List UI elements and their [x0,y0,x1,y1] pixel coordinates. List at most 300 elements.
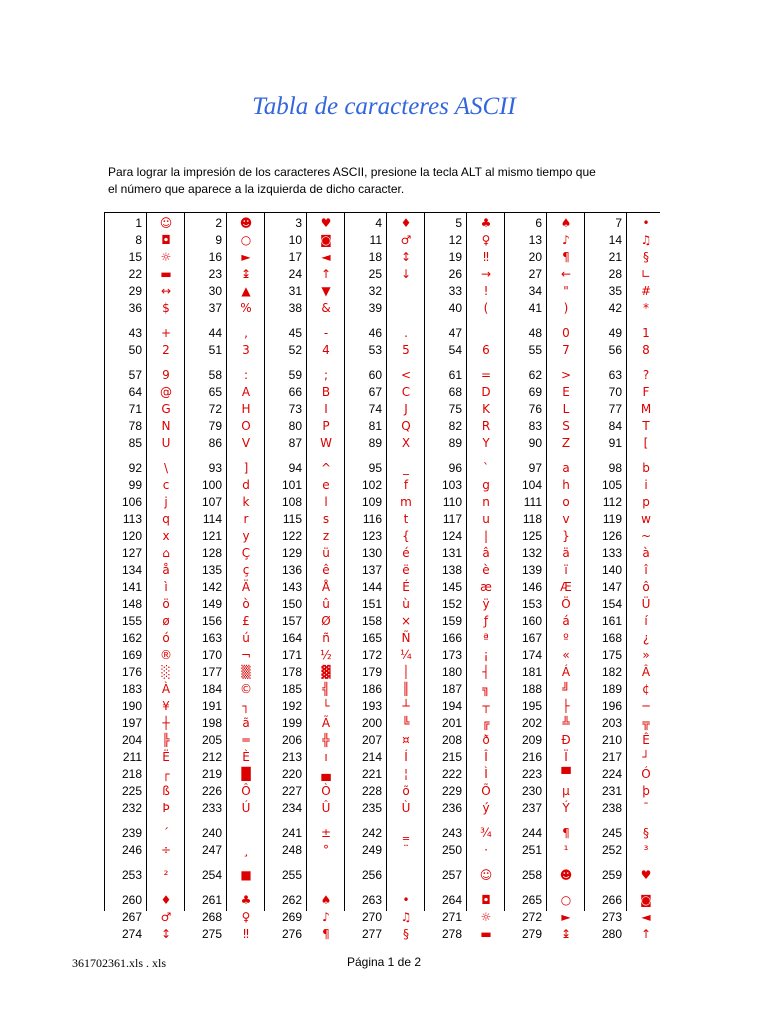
alt-code: 258 [521,868,542,882]
ascii-glyph: ê [322,563,330,577]
ascii-glyph: c [162,478,170,492]
ascii-table [104,212,660,941]
alt-code: 116 [362,512,382,526]
ascii-glyph: █ [241,767,251,781]
ascii-glyph: × [400,614,412,628]
alt-code: 19 [448,250,462,264]
ascii-glyph: Ú [241,801,251,815]
alt-code: 57 [128,368,142,382]
ascii-glyph: ◘ [161,233,171,247]
alt-code: 248 [281,843,302,857]
ascii-glyph: ¥ [162,699,170,713]
ascii-glyph: è [482,563,490,577]
table-row [104,596,660,613]
ascii-glyph: ↨ [560,927,572,941]
alt-code: 141 [121,580,142,594]
ascii-glyph: > [560,368,572,382]
table-row [104,401,660,418]
table-row [104,926,660,943]
alt-code: 34 [528,284,542,298]
ascii-glyph: Â [641,665,651,679]
ascii-glyph: s [322,512,330,526]
alt-code: 45 [288,326,302,340]
alt-code: 235 [361,801,382,815]
alt-code: 69 [528,385,542,399]
ascii-glyph: v [562,512,570,526]
ascii-glyph: M [640,402,652,416]
ascii-glyph: ø [162,614,170,628]
alt-code: 51 [208,343,222,357]
alt-code: 113 [122,512,142,526]
ascii-glyph: " [563,284,569,298]
alt-code: 167 [521,631,542,645]
ascii-glyph: Ô [241,784,251,798]
table-row [104,418,660,435]
ascii-glyph: ) [563,301,569,315]
alt-code: 225 [121,784,142,798]
ascii-glyph: & [321,301,331,315]
ascii-glyph: ¾ [480,826,492,840]
ascii-glyph: ñ [322,631,330,645]
ascii-glyph: L [562,402,570,416]
alt-code: 210 [601,733,622,747]
alt-code: 255 [281,868,302,882]
alt-code: 212 [201,750,222,764]
alt-code: 129 [281,546,302,560]
alt-code: 168 [601,631,622,645]
alt-code: 247 [201,843,222,857]
ascii-glyph: X [401,436,411,450]
alt-code: 215 [441,750,462,764]
ascii-glyph: û [322,597,330,611]
alt-code: 209 [521,733,542,747]
alt-code: 98 [608,461,622,475]
ascii-glyph: ¬ [240,648,252,662]
ascii-glyph: ì [164,580,168,594]
intro-paragraph [108,164,648,198]
alt-code: 274 [121,927,142,941]
table-row [104,249,660,266]
ascii-glyph: ^ [320,461,332,475]
alt-code: 265 [521,893,542,907]
alt-code: 80 [288,419,302,433]
alt-code: 173 [441,648,462,662]
alt-code: 27 [528,267,542,281]
ascii-glyph: ÿ [482,597,490,611]
ascii-glyph: ╔ [482,716,490,730]
ascii-glyph: ○ [240,233,252,247]
ascii-glyph: ■ [240,868,252,882]
alt-code: 254 [201,868,222,882]
ascii-glyph: S [562,419,570,433]
ascii-glyph: ó [162,631,170,645]
ascii-glyph: ‗ [403,826,409,840]
alt-code: 77 [608,402,622,416]
alt-code: 50 [128,343,142,357]
table-row [104,494,660,511]
ascii-glyph: ◙ [640,893,652,907]
ascii-glyph: I [324,402,328,416]
ascii-glyph: È [242,750,250,764]
ascii-glyph: ¡ [483,648,489,662]
ascii-glyph: ♠ [560,216,572,230]
alt-code: 155 [121,614,142,628]
ascii-glyph: 6 [482,343,490,357]
ascii-glyph: ▬ [160,267,172,281]
alt-code: 4 [375,216,382,230]
ascii-glyph: ƒ [483,614,489,628]
alt-code: 234 [281,801,302,815]
alt-code: 145 [441,580,462,594]
alt-code: 191 [201,699,222,713]
footer-page-number: Página 1 de 2 [346,955,422,969]
alt-code: 64 [128,385,142,399]
ascii-glyph: ┼ [162,716,170,730]
ascii-glyph: ↨ [240,267,252,281]
ascii-glyph: K [482,402,490,416]
alt-code: 63 [608,368,622,382]
alt-code: 269 [281,910,302,924]
alt-code: 244 [521,826,542,840]
ascii-glyph: ¹ [563,843,569,857]
ascii-glyph: ▼ [321,284,331,298]
alt-code: 160 [521,614,542,628]
alt-code: 137 [361,563,382,577]
alt-code: 236 [441,801,462,815]
ascii-glyph: n [482,495,490,509]
alt-code: 3 [295,216,302,230]
alt-code: 109 [361,495,382,509]
alt-code: 7 [615,216,622,230]
ascii-glyph: e [322,478,330,492]
footer-filename: 361702361.xls . xls [72,956,167,970]
alt-code: 181 [521,665,542,679]
table-row [104,647,660,664]
ascii-glyph: ß [162,784,170,798]
ascii-glyph: q [162,512,170,526]
alt-code: 262 [281,893,302,907]
table-row [104,867,660,884]
ascii-glyph: ♠ [320,893,332,907]
alt-code: 171 [281,648,302,662]
alt-code: 103 [441,478,462,492]
alt-code: 230 [521,784,542,798]
alt-code: 135 [201,563,222,577]
alt-code: 44 [208,326,222,340]
alt-code: 264 [441,893,462,907]
alt-code: 12 [448,233,462,247]
ascii-glyph: ¢ [642,682,650,696]
ascii-glyph: ¶ [562,250,570,264]
ascii-glyph: a [562,461,570,475]
ascii-glyph: ☻ [239,216,253,230]
alt-code: 239 [121,826,142,840]
table-row [104,283,660,300]
ascii-glyph: ¿ [642,631,650,645]
alt-code: 184 [201,682,222,696]
alt-code: 24 [288,267,302,281]
ascii-glyph: J [404,402,408,416]
alt-code: 261 [201,893,222,907]
ascii-glyph: y [242,529,250,543]
ascii-glyph: Ê [642,733,650,747]
alt-code: 22 [128,267,142,281]
ascii-glyph: Í [404,750,408,764]
table-row [104,367,660,384]
ascii-glyph: ë [402,563,410,577]
alt-code: 163 [201,631,222,645]
ascii-glyph: ú [242,631,250,645]
alt-code: 114 [202,512,222,526]
ascii-glyph: l [324,495,328,509]
table-row [104,630,660,647]
ascii-glyph: « [562,648,570,662]
alt-code: 206 [281,733,302,747]
ascii-glyph: æ [480,580,492,594]
ascii-glyph: ◘ [481,893,491,907]
alt-code: 23 [208,267,222,281]
ascii-glyph: ¦ [403,767,409,781]
ascii-glyph: Õ [481,784,491,798]
alt-code: 46 [368,326,382,340]
alt-code: 153 [521,597,542,611]
ascii-glyph: º [563,631,569,645]
ascii-glyph: D [481,385,491,399]
ascii-glyph: Ý [562,801,570,815]
ascii-glyph: ▓ [321,665,331,679]
table-row [104,460,660,477]
alt-code: 190 [121,699,142,713]
alt-code: 249 [361,843,382,857]
ascii-glyph: Þ [162,801,170,815]
alt-code: 16 [208,250,222,264]
table-row [104,766,660,783]
alt-code: 256 [361,868,382,882]
alt-code: 79 [208,419,222,433]
ascii-glyph: Ç [241,546,251,560]
alt-code: 132 [521,546,542,560]
ascii-glyph: å [162,563,170,577]
ascii-glyph: ♪ [322,910,330,924]
alt-code: 11 [369,233,382,247]
alt-code: 72 [208,402,222,416]
ascii-glyph: ä [562,546,570,560]
alt-code: 204 [121,733,142,747]
ascii-glyph: p [642,495,650,509]
alt-code: 276 [281,927,302,941]
alt-code: 122 [281,529,302,543]
alt-code: 42 [608,301,622,315]
ascii-glyph: ╦ [642,716,650,730]
ascii-glyph: . [404,326,408,340]
alt-code: 195 [521,699,542,713]
alt-code: 142 [201,580,222,594]
ascii-glyph: - [323,326,329,340]
ascii-glyph: ┐ [242,699,250,713]
ascii-glyph: → [480,267,492,281]
ascii-glyph: ] [243,461,249,475]
ascii-glyph: < [400,368,412,382]
alt-code: 28 [608,267,622,281]
ascii-glyph: ù [402,597,410,611]
alt-code: 99 [128,478,142,492]
alt-code: 43 [128,326,142,340]
alt-code: 245 [601,826,622,840]
ascii-glyph: • [402,893,410,907]
table-row [104,749,660,766]
alt-code: 149 [201,597,222,611]
alt-code: 194 [441,699,462,713]
ascii-glyph: ï [564,563,568,577]
ascii-glyph: ♂ [400,233,412,247]
alt-code: 226 [201,784,222,798]
ascii-glyph: f [403,478,409,492]
alt-code: 175 [601,648,622,662]
ascii-glyph: • [642,216,650,230]
alt-code: 231 [601,784,622,798]
alt-code: 180 [441,665,462,679]
alt-code: 199 [281,716,302,730]
alt-code: 101 [281,478,302,492]
alt-code: 201 [441,716,462,730]
alt-code: 182 [601,665,622,679]
ascii-glyph: b [642,461,650,475]
ascii-glyph: k [242,495,250,509]
table-row [104,579,660,596]
ascii-glyph: ╩ [562,716,570,730]
ascii-glyph: ý [482,801,490,815]
ascii-glyph: 0 [562,326,570,340]
intro-line-1: Para lograr la impresión de los caracteres ASCII, presione la tecla ALT al mismo tiempo que [108,165,596,179]
alt-code: 203 [601,716,622,730]
alt-code: 148 [121,597,142,611]
ascii-glyph: Ã [321,716,331,730]
alt-code: 124 [441,529,462,543]
ascii-glyph: ♥ [320,216,332,230]
alt-code: 178 [281,665,302,679]
alt-code: 188 [521,682,542,696]
alt-code: 6 [535,216,542,230]
table-row [104,664,660,681]
alt-code: 208 [441,733,462,747]
ascii-glyph: ³ [643,843,649,857]
alt-code: 123 [361,529,382,543]
ascii-glyph: W [320,436,332,450]
alt-code: 82 [448,419,462,433]
ascii-glyph: ○ [560,893,572,907]
alt-code: 110 [442,495,462,509]
ascii-glyph: P [322,419,330,433]
ascii-glyph: ♥ [640,868,652,882]
ascii-glyph: t [403,512,409,526]
ascii-glyph: * [643,301,649,315]
ascii-glyph: µ [562,784,570,798]
alt-code: 227 [281,784,302,798]
alt-code: 278 [441,927,462,941]
ascii-glyph: ◄ [321,250,331,264]
alt-code: 174 [521,648,542,662]
ascii-glyph: Å [321,580,331,594]
ascii-glyph: ☺ [159,216,173,230]
ascii-glyph: Ë [162,750,170,764]
ascii-glyph: A [241,385,251,399]
ascii-glyph: © [240,682,252,696]
ascii-glyph: ↕ [400,250,412,264]
ascii-glyph: õ [402,784,410,798]
alt-code: 36 [128,301,142,315]
ascii-glyph: ▀ [561,767,571,781]
alt-code: 197 [121,716,142,730]
alt-code: 55 [528,343,542,357]
ascii-glyph: ² [163,868,169,882]
alt-code: 275 [201,927,222,941]
alt-code: 20 [528,250,542,264]
ascii-glyph: 7 [562,343,570,357]
ascii-glyph: ↓ [400,267,412,281]
alt-code: 9 [215,233,222,247]
alt-code: 66 [288,385,302,399]
alt-code: 53 [368,343,382,357]
alt-code: 196 [601,699,622,713]
ascii-glyph: ║ [402,682,410,696]
ascii-glyph: G [161,402,171,416]
ascii-glyph: ◄ [641,910,651,924]
ascii-glyph: § [643,826,649,840]
ascii-glyph: ↔ [160,284,172,298]
ascii-glyph: Ó [641,767,651,781]
alt-code: 268 [201,910,222,924]
alt-code: 277 [361,927,382,941]
alt-code: 186 [361,682,382,696]
ascii-glyph: + [160,326,172,340]
table-row [104,825,660,842]
ascii-glyph: ─ [642,699,650,713]
ascii-glyph: @ [160,385,172,399]
ascii-glyph: » [642,648,650,662]
ascii-glyph: Ï [564,750,568,764]
ascii-glyph: C [401,385,411,399]
ascii-glyph: z [322,529,330,543]
ascii-glyph: Ð [561,733,571,747]
ascii-glyph: ├ [562,699,570,713]
table-top-border [104,212,660,213]
alt-code: 90 [528,436,542,450]
alt-code: 5 [455,216,462,230]
ascii-glyph: Ò [321,784,331,798]
alt-code: 202 [521,716,542,730]
alt-code: 131 [441,546,462,560]
alt-code: 96 [448,461,462,475]
ascii-glyph: ÷ [160,843,172,857]
alt-code: 61 [448,368,462,382]
alt-code: 158 [361,614,382,628]
ascii-glyph: E [562,385,570,399]
alt-code: 119 [602,512,622,526]
ascii-glyph: ↕ [160,927,172,941]
alt-code: 30 [208,284,222,298]
alt-code: 130 [361,546,382,560]
alt-code: 156 [201,614,222,628]
ascii-glyph: â [482,546,490,560]
ascii-glyph: ╗ [482,682,490,696]
ascii-glyph: ± [320,826,332,840]
ascii-glyph: └ [322,699,330,713]
alt-code: 266 [601,893,622,907]
ascii-glyph: # [640,284,652,298]
alt-code: 233 [201,801,222,815]
table-row [104,232,660,249]
ascii-glyph: Î [484,750,488,764]
